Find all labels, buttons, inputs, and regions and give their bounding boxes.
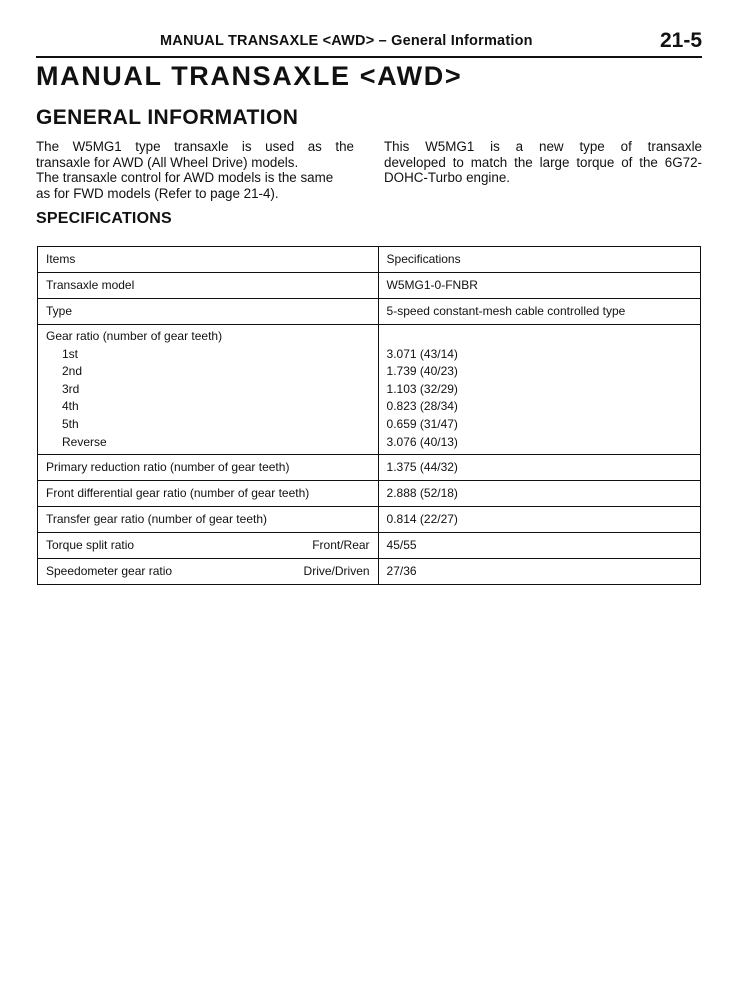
row-value: 0.814 (22/27) (378, 507, 700, 533)
table-row (38, 273, 701, 299)
intro-left-line: The transaxle control for AWD models is the same (36, 170, 334, 186)
torque-split-label: Torque split ratio (46, 538, 135, 553)
specifications-header: Specifications (378, 247, 700, 273)
row-value: 27/36 (378, 559, 700, 585)
row-item: Primary reduction ratio (number of gear teeth) (38, 455, 379, 481)
gear-label: 2nd (62, 364, 83, 379)
intro-left-column (36, 139, 354, 201)
row-item: Front differential gear ratio (number of gear teeth) (38, 481, 379, 507)
gear-ratio-items (38, 325, 379, 455)
gear-value: 3.071 (43/14) (386, 346, 458, 361)
table-header-row (38, 247, 701, 273)
gear-ratio-values (378, 325, 700, 455)
table-row (38, 299, 701, 325)
gear-value: 1.103 (32/29) (386, 381, 458, 396)
gear-label: 4th (62, 399, 79, 414)
row-item: Type (38, 299, 379, 325)
intro-right-column (384, 139, 702, 186)
intro-left-line: as for FWD models (Refer to page 21-4). (36, 185, 279, 201)
gear-value: 3.076 (40/13) (386, 434, 458, 449)
items-header: Items (38, 247, 379, 273)
speedometer-label: Speedometer gear ratio (46, 564, 173, 579)
running-header (36, 29, 702, 58)
row-item (38, 533, 379, 559)
row-value: W5MG1-0-FNBR (378, 273, 700, 299)
gear-label: 1st (62, 346, 79, 361)
running-title: MANUAL TRANSAXLE <AWD> – General Information (160, 33, 533, 49)
gear-value: 1.739 (40/23) (386, 364, 458, 379)
torque-split-qualifier: Front/Rear (312, 538, 370, 553)
row-item: Transfer gear ratio (number of gear teeth) (38, 507, 379, 533)
page-number: 21-5 (659, 29, 702, 52)
gear-ratio-label: Gear ratio (number of gear teeth) (46, 329, 223, 343)
chapter-title: MANUAL TRANSAXLE <AWD> (36, 61, 463, 91)
intro-right-line: developed to match the large torque of the 6G72- (384, 154, 702, 170)
specifications-title: SPECIFICATIONS (36, 210, 172, 227)
row-value: 1.375 (44/32) (378, 455, 700, 481)
speedometer-qualifier: Drive/Driven (303, 564, 370, 579)
row-item: Transaxle model (38, 273, 379, 299)
intro-left-line: The W5MG1 type transaxle is used as the (36, 139, 354, 154)
table-row (38, 481, 701, 507)
table-row (38, 559, 701, 585)
row-item (38, 559, 379, 585)
table-row (38, 455, 701, 481)
section-title: GENERAL INFORMATION (36, 106, 299, 129)
gear-label: Reverse (62, 434, 107, 449)
row-value: 45/55 (378, 533, 700, 559)
gear-value: 0.823 (28/34) (386, 399, 458, 414)
intro-right-line: This W5MG1 is a new type of transaxle (384, 139, 702, 154)
gear-label: 3rd (62, 381, 80, 396)
gear-label: 5th (62, 416, 79, 431)
intro-right-line: DOHC-Turbo engine. (384, 170, 511, 186)
table-row (38, 507, 701, 533)
intro-left-line: transaxle for AWD (All Wheel Drive) models. (36, 154, 299, 170)
gear-value: 0.659 (31/47) (386, 416, 458, 431)
table-row (38, 533, 701, 559)
specifications-table (37, 246, 701, 585)
row-value: 5-speed constant-mesh cable controlled type (378, 299, 700, 325)
row-value: 2.888 (52/18) (378, 481, 700, 507)
gear-ratio-row (38, 325, 701, 455)
